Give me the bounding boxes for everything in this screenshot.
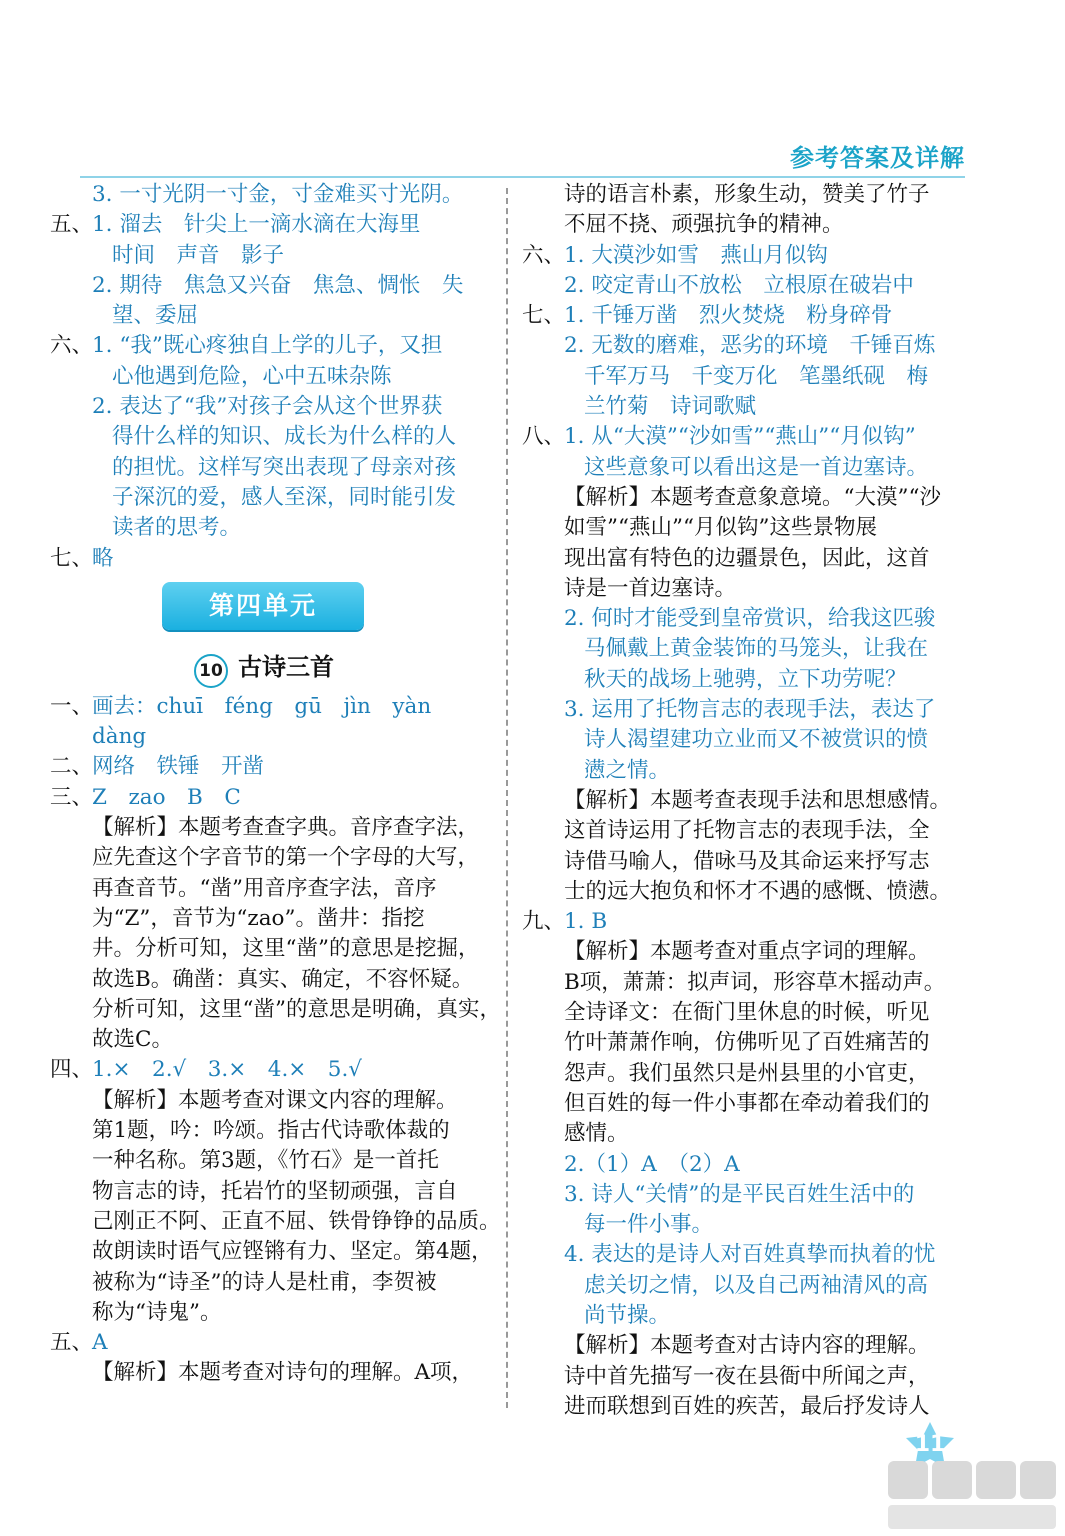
answer-text: 心他遇到危险，心中五味杂陈	[112, 363, 392, 389]
analysis-text: 现出富有特色的边疆景色，因此，这首	[564, 545, 930, 571]
analysis-text: 如雪”“燕山”“月似钩”这些景物展	[564, 515, 877, 541]
answer-text: 千军万马 千变万化 笔墨纸砚 梅	[584, 363, 929, 389]
answer-line	[522, 331, 967, 361]
analysis-text: 井。分析可知，这里“凿”的意思是挖掘，	[92, 936, 480, 962]
answer-text: 网络 铁锤 开凿	[92, 754, 265, 780]
question-number: 一、	[50, 693, 94, 719]
answer-text: 4. 表达的是诗人对百姓真挚而执着的忧	[564, 1242, 936, 1268]
answer-line	[50, 422, 490, 452]
answer-line	[522, 1180, 967, 1210]
answer-line	[50, 453, 490, 483]
answer-text: 每一件小事。	[584, 1212, 714, 1238]
answer-text: 3. 诗人“关情”的是平民百姓生活中的	[564, 1181, 915, 1207]
answer-line	[522, 937, 967, 967]
analysis-text: 诗借马喻人，借咏马及其命运来抒写志	[564, 848, 930, 874]
answer-text: 读者的思考。	[112, 515, 242, 541]
analysis-text: 故选B。确凿：真实、确定，不容怀疑。	[92, 966, 474, 992]
question-number: 七、	[522, 303, 566, 329]
answer-line	[50, 995, 501, 1025]
answer-line	[522, 574, 967, 604]
answer-line	[50, 1268, 490, 1298]
lesson-title: 古诗三首	[238, 651, 334, 681]
answer-line	[522, 483, 967, 513]
answer-text: 2. 期待 焦急又兴奋 焦急、惆怅 失	[92, 272, 464, 298]
analysis-text: 称为“诗鬼”。	[92, 1299, 222, 1325]
lesson-number-badge: 10	[194, 654, 228, 688]
answer-line	[522, 180, 967, 210]
answer-line	[50, 692, 490, 722]
analysis-text: 诗是一首边塞诗。	[564, 575, 737, 601]
answer-text: 3. 一寸光阴一寸金，寸金难买寸光阴。	[92, 182, 464, 207]
answer-line	[522, 756, 967, 786]
answer-text: 2.（1）A （2）A	[564, 1151, 740, 1177]
answer-line	[522, 816, 967, 846]
answer-line	[50, 934, 490, 964]
answer-line	[522, 1362, 967, 1392]
answer-line	[50, 180, 490, 210]
analysis-text: 故选C。	[92, 1027, 173, 1053]
answer-text: 尚节操。	[584, 1302, 671, 1328]
answer-line	[50, 513, 490, 543]
analysis-text: 【解析】本题考查表现手法和思想感情。	[564, 787, 952, 813]
analysis-text: 竹叶萧萧作响，仿佛听见了百姓痛苦的	[564, 1030, 930, 1056]
answer-line	[50, 904, 490, 934]
answer-line	[50, 965, 490, 995]
answer-text: 诗人渴望建功立业而又不被赏识的愤	[584, 727, 929, 753]
analysis-text: 【解析】本题考查查字典。音序查字法，	[92, 815, 480, 841]
analysis-text: 【解析】本题考查意象意境。“大漠”“沙	[564, 484, 941, 510]
analysis-text: 物言志的诗，托岩竹的坚韧顽强，言自	[92, 1178, 458, 1204]
answer-text: 1. 大漠沙如雪 燕山月似钩	[564, 242, 828, 268]
question-number: 六、	[522, 242, 566, 268]
answer-text: Z zao B C	[92, 784, 241, 810]
answer-line	[522, 1210, 967, 1240]
answer-line	[522, 604, 967, 634]
question-number: 四、	[50, 1057, 94, 1083]
answer-line	[522, 1119, 967, 1149]
answer-line	[50, 783, 490, 813]
analysis-text: 为“Z”，音节为“zao”。凿井：指挖	[92, 905, 425, 931]
answer-text: 2. 咬定青山不放松 立根原在破岩中	[564, 272, 914, 298]
answer-line	[522, 1028, 967, 1058]
answer-text: 懑之情。	[584, 757, 671, 783]
answer-line	[522, 968, 967, 998]
answer-line	[50, 483, 490, 513]
analysis-text: 进而联想到百姓的疾苦，最后抒发诗人	[564, 1393, 930, 1419]
answer-line	[522, 907, 967, 937]
answer-line	[50, 1237, 493, 1267]
answer-text: 1. 千锤万凿 烈火焚烧 粉身碎骨	[564, 303, 893, 329]
answer-line	[522, 271, 967, 301]
analysis-text: 【解析】本题考查对古诗内容的理解。	[564, 1333, 930, 1359]
answer-text: 马佩戴上黄金装饰的马笼头，让我在	[584, 636, 929, 662]
analysis-text: 感情。	[564, 1121, 629, 1147]
answer-line	[50, 241, 490, 271]
header-rule	[80, 176, 965, 178]
analysis-text: 分析可知，这里“凿”的意思是明确，真实，	[92, 996, 501, 1022]
left-answers-top	[50, 180, 490, 574]
answer-text: 1.× 2.√ 3.× 4.× 5.√	[92, 1057, 363, 1083]
answer-line	[522, 695, 967, 725]
answer-text: 2. 何时才能受到皇帝赏识，给我这匹骏	[564, 606, 936, 632]
analysis-text: B项，萧萧：拟声词，形容草木摇动声。	[564, 969, 946, 995]
page-number: 11	[914, 1432, 946, 1457]
analysis-text: 第1题，吟：吟颂。指古代诗歌体裁的	[92, 1118, 450, 1144]
answer-line	[522, 241, 967, 271]
left-answers-bottom	[50, 692, 501, 1389]
analysis-text: 诗的语言朴素，形象生动，赞美了竹子	[564, 182, 930, 207]
answer-line	[522, 877, 967, 907]
answer-text: 时间 声音 影子	[112, 242, 285, 268]
analysis-text: 士的远大抱负和怀才不遇的感慨、愤懑。	[564, 878, 952, 904]
lesson-heading	[50, 648, 490, 692]
answer-line	[522, 1240, 967, 1270]
answer-line	[50, 392, 490, 422]
answer-line	[522, 1301, 967, 1331]
analysis-text: 故朗读时语气应铿锵有力、坚定。第4题，	[92, 1239, 493, 1265]
answer-text: 2. 无数的磨难，恶劣的环境 千锤百炼	[564, 333, 936, 359]
answer-text: 望、委屈	[112, 303, 199, 329]
answer-line	[522, 998, 967, 1028]
answer-line	[522, 1392, 967, 1422]
answer-line	[522, 362, 967, 392]
answer-line	[522, 634, 967, 664]
answer-line	[50, 1207, 501, 1237]
question-number: 二、	[50, 754, 94, 780]
answer-line	[522, 1089, 967, 1119]
analysis-text: 【解析】本题考查对诗句的理解。A项，	[92, 1360, 474, 1386]
answer-line	[50, 210, 490, 240]
left-column	[50, 180, 501, 1389]
analysis-text: 【解析】本题考查对课文内容的理解。	[92, 1087, 458, 1113]
analysis-text: 一种名称。第3题，《竹石》是一首托	[92, 1148, 439, 1174]
answer-text: 1. “我”既心疼独自上学的儿子，又担	[92, 333, 443, 359]
answer-line	[50, 1358, 490, 1388]
unit-heading	[50, 578, 490, 640]
answer-text: 略	[92, 545, 114, 571]
answer-text: 的担忧。这样写突出表现了母亲对孩	[112, 454, 457, 480]
question-number: 六、	[50, 333, 94, 359]
answer-line	[50, 544, 490, 574]
right-column	[522, 180, 967, 1422]
answer-line	[522, 210, 967, 240]
analysis-text: 诗中首先描写一夜在县衙中所闻之声，	[564, 1363, 930, 1389]
answer-text: 秋天的战场上驰骋，立下功劳呢？	[584, 666, 907, 692]
answer-text: 得什么样的知识、成长为什么样的人	[112, 424, 457, 450]
column-divider	[506, 188, 508, 1408]
answer-line	[50, 1116, 490, 1146]
answer-line	[522, 1059, 967, 1089]
answer-text: 1. 溜去 针尖上一滴水滴在大海里	[92, 212, 421, 238]
answer-line	[522, 1331, 967, 1361]
answer-line	[50, 1177, 490, 1207]
analysis-text: 怨声。我们虽然只是州县里的小官吏，	[564, 1060, 930, 1086]
unit-banner: 第四单元	[162, 582, 364, 630]
answer-text: A	[92, 1330, 108, 1356]
answer-text: 3. 运用了托物言志的表现手法，表达了	[564, 697, 936, 723]
answer-line	[50, 1086, 490, 1116]
question-number: 五、	[50, 212, 94, 238]
question-number: 五、	[50, 1330, 94, 1356]
answer-line	[50, 813, 490, 843]
watermark-logo-icon	[880, 1455, 1060, 1533]
answer-line	[50, 752, 490, 782]
page-header: 参考答案及详解	[790, 143, 965, 172]
answer-text: 虑关切之情，以及自己两袖清风的高	[584, 1272, 929, 1298]
answer-line	[50, 301, 490, 331]
answer-line	[522, 725, 967, 755]
answer-line	[50, 331, 490, 361]
answer-line	[522, 544, 967, 574]
answer-line	[50, 1146, 490, 1176]
answer-line	[522, 665, 967, 695]
analysis-text: 再查音节。“凿”用音序查字法，音序	[92, 875, 437, 901]
answer-line	[522, 422, 967, 452]
analysis-text: 不屈不挠、顽强抗争的精神。	[564, 212, 844, 238]
answer-line	[522, 513, 967, 543]
analysis-text: 【解析】本题考查对重点字词的理解。	[564, 939, 930, 965]
analysis-text: 但百姓的每一件小事都在牵动着我们的	[564, 1090, 930, 1116]
answer-text: 1. B	[564, 909, 608, 935]
answer-text: 1. 从“大漠”“沙如雪”“燕山”“月似钩”	[564, 424, 916, 450]
answer-text: 子深沉的爱，感人至深，同时能引发	[112, 484, 457, 510]
answer-line	[50, 1328, 490, 1358]
answer-line	[522, 453, 967, 483]
answer-line	[50, 874, 490, 904]
answer-line	[50, 1025, 490, 1055]
right-answers	[522, 180, 967, 1422]
question-number: 三、	[50, 784, 94, 810]
question-number: 九、	[522, 909, 566, 935]
answer-line	[50, 722, 490, 752]
answer-text: 画去：chuī féng gū jìn yàn	[92, 693, 432, 719]
answer-text: 兰竹菊 诗词歌赋	[584, 394, 757, 420]
answer-line	[522, 1150, 967, 1180]
answer-line	[50, 362, 490, 392]
analysis-text: 应先查这个字音节的第一个字母的大写，	[92, 845, 480, 871]
answer-line	[50, 843, 490, 873]
answer-line	[522, 847, 967, 877]
answer-line	[50, 1055, 490, 1085]
answer-line	[50, 1298, 490, 1328]
answer-line	[522, 301, 967, 331]
answer-text: 2. 表达了“我”对孩子会从这个世界获	[92, 394, 443, 420]
analysis-text: 己刚正不阿、正直不屈、铁骨铮铮的品质。	[92, 1208, 501, 1234]
answer-line	[522, 392, 967, 422]
question-number: 八、	[522, 424, 566, 450]
answer-text: 这些意象可以看出这是一首边塞诗。	[584, 454, 929, 480]
answer-line	[50, 271, 490, 301]
answer-text: dàng	[92, 724, 147, 750]
question-number: 七、	[50, 545, 94, 571]
answer-line	[522, 786, 967, 816]
answer-line	[522, 1271, 967, 1301]
analysis-text: 被称为“诗圣”的诗人是杜甫，李贺被	[92, 1269, 437, 1295]
analysis-text: 这首诗运用了托物言志的表现手法，全	[564, 818, 930, 844]
analysis-text: 全诗译文：在衙门里休息的时候，听见	[564, 1000, 930, 1026]
